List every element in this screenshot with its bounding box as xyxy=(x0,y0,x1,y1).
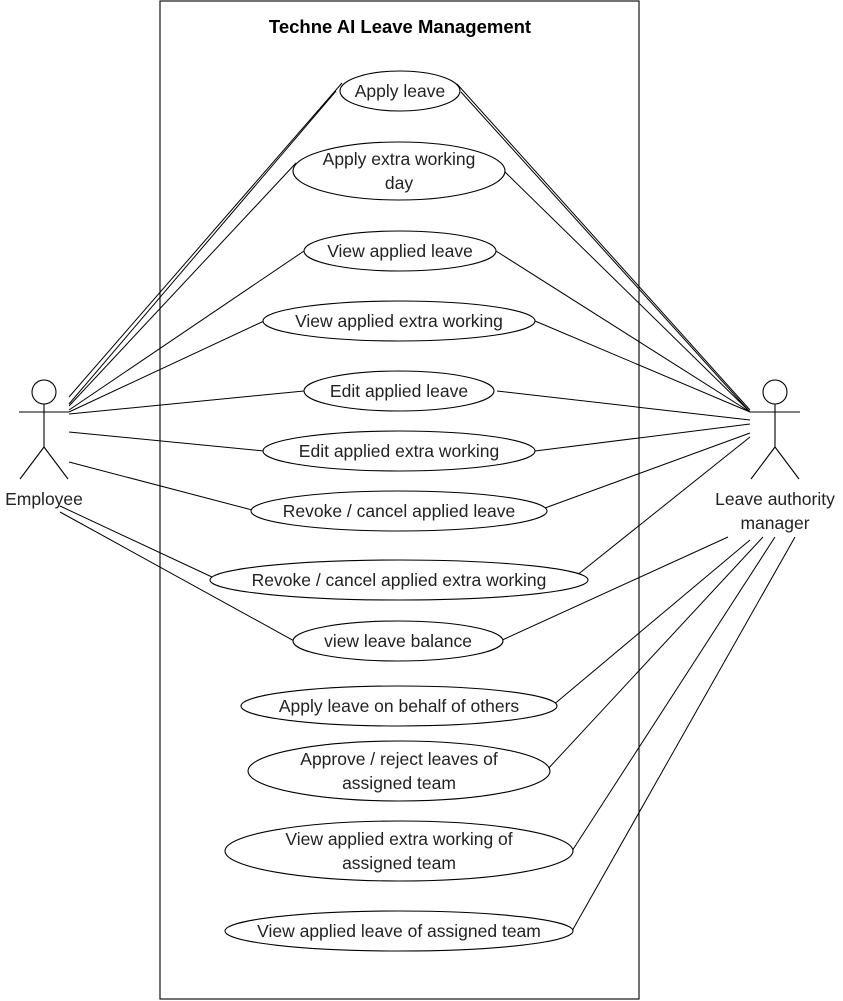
actor-employee-left-leg xyxy=(20,447,44,479)
actor-manager-head xyxy=(763,380,787,404)
association-line xyxy=(535,321,750,412)
association-line xyxy=(496,251,750,412)
association-line xyxy=(552,540,750,706)
system-title: Techne AI Leave Management xyxy=(268,16,532,37)
use-case-label: view leave balance xyxy=(324,631,472,651)
use-case-label: View applied leave of assigned team xyxy=(257,921,541,941)
use-case-label: View applied extra working of xyxy=(285,829,513,849)
use-case-view-applied-leave xyxy=(304,231,496,271)
actor-manager-left-leg xyxy=(751,447,775,479)
association-line xyxy=(60,506,212,577)
association-line xyxy=(69,83,342,397)
association-line xyxy=(461,92,750,412)
use-case-label: Apply extra working xyxy=(322,149,476,169)
use-case-revoke-cancel-applied-leave xyxy=(251,491,547,531)
use-case-label: Approve / reject leaves of xyxy=(300,749,498,769)
use-case-view-extra-working-team xyxy=(225,821,573,881)
association-line xyxy=(69,432,264,451)
association-line xyxy=(69,391,304,414)
use-case-edit-applied-leave xyxy=(304,371,494,411)
actor-employee-right-leg xyxy=(44,447,68,479)
association-line xyxy=(69,163,296,406)
use-case-label: day xyxy=(384,173,414,193)
use-case-label: Edit applied extra working xyxy=(298,441,500,461)
use-case-view-applied-extra-working xyxy=(263,301,535,341)
use-case-label: Revoke / cancel applied extra working xyxy=(251,570,547,590)
use-case-approve-reject-leaves xyxy=(248,741,550,801)
use-case-edit-applied-extra-working xyxy=(263,431,535,471)
use-case-apply-leave xyxy=(340,71,460,111)
association-line xyxy=(457,84,750,410)
actor-employee-head xyxy=(32,380,56,404)
use-case-label: assigned team xyxy=(342,853,456,873)
actor-manager xyxy=(715,380,835,533)
association-line xyxy=(69,91,336,404)
actor-employee xyxy=(5,380,83,509)
actor-manager-label-line-2: manager xyxy=(740,513,810,533)
association-line xyxy=(503,170,750,412)
use-case-label: View applied extra working xyxy=(295,311,503,331)
use-case-apply-leave-on-behalf xyxy=(241,686,557,726)
actor-employee-label: Employee xyxy=(5,489,83,509)
association-line xyxy=(546,537,763,771)
association-line xyxy=(69,321,264,412)
use-case-label: assigned team xyxy=(342,773,456,793)
use-case-view-leave-team xyxy=(225,911,573,951)
use-cases xyxy=(210,71,588,951)
association-line xyxy=(535,424,750,451)
association-line xyxy=(69,462,256,511)
use-case-label: Apply leave xyxy=(354,81,446,101)
use-case-view-leave-balance xyxy=(293,621,503,661)
association-line xyxy=(497,391,750,420)
use-case-apply-extra-working-day xyxy=(293,142,505,200)
association-line xyxy=(69,251,304,410)
actor-manager-label-line-1: Leave authority xyxy=(715,489,835,509)
association-line xyxy=(572,537,775,851)
actor-manager-right-leg xyxy=(775,447,799,479)
use-case-label: View applied leave xyxy=(327,241,473,261)
use-case-label: Edit applied leave xyxy=(329,381,469,401)
use-case-revoke-cancel-applied-extra-working xyxy=(210,560,588,600)
use-case-label: Apply leave on behalf of others xyxy=(278,696,520,716)
use-case-label: Revoke / cancel applied leave xyxy=(282,501,516,521)
